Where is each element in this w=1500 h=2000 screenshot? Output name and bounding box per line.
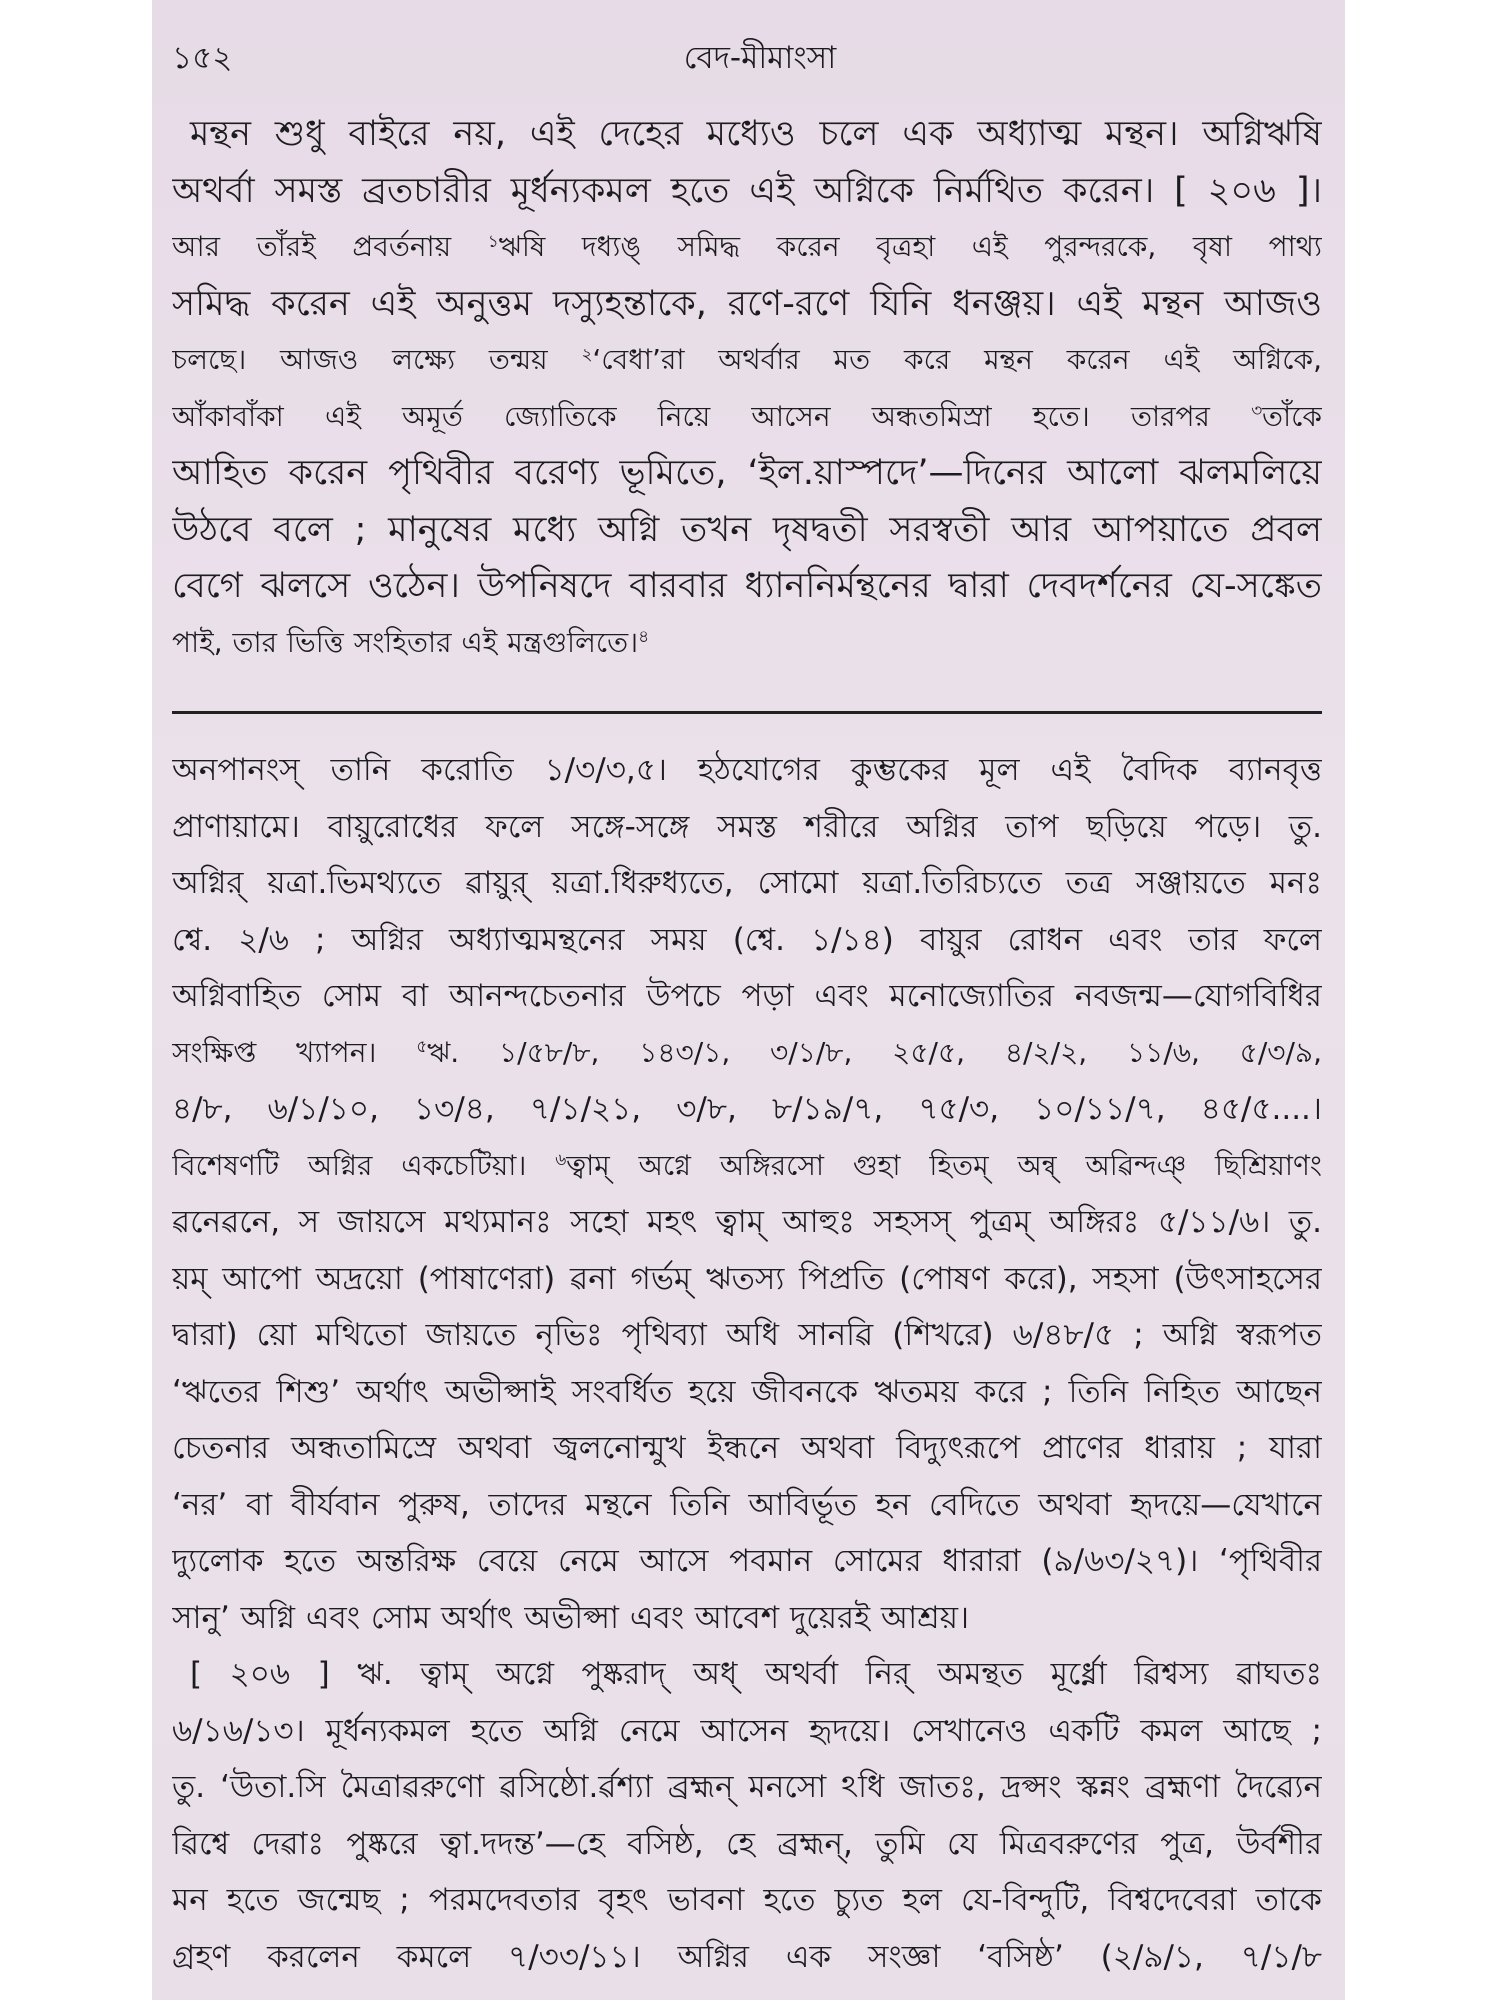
body-line	[172, 219, 1322, 276]
body-line-text: আঁকাবাঁকা এই অমূর্ত জ্যোতিকে নিয়ে আসেন অন্ধতমিস্রা হতে। তারপর	[172, 399, 1252, 433]
body-line	[172, 332, 1322, 389]
footnote-line: গ্রহণ করলেন কমলে ৭/৩৩/১১। অগ্নির এক সংজ্ঞা ‘বসিষ্ঠ’ (২/৯/১, ৭/১/৮	[172, 1938, 1322, 1975]
footnote-marker: ২	[581, 343, 593, 364]
footnote-marker: ৫	[416, 1036, 428, 1057]
footnote-line: তু. ‘উতা.সি মৈত্রাৱরুণো ৱসিষ্ঠো.র্ৱশ্যা ব্রহ্মন্ মনসো ঽধি জাতঃ, দ্রপ্সং স্কন্নং ব্রহ্মণা দৈৱ্যেন	[172, 1769, 1322, 1805]
footnote-marker: ৪	[638, 626, 650, 647]
body-text	[172, 106, 1322, 671]
footnote-line: য়ম্ আপো অদ্রয়ো (পাষাণেরা) ৱনা গর্ভম্ ঋতস্য পিপ্রতি (পোষণ করে), সহসা (উৎসাহসের	[172, 1260, 1322, 1297]
body-line-text: তাঁকে	[1262, 399, 1322, 433]
body-line: অথর্বা সমস্ত ব্রতচারীর মূর্ধন্যকমল হতে এই অগ্নিকে নির্মথিত করেন। [ ২০৬ ]।	[172, 170, 1322, 211]
body-line-text: ‘বেধা’রা অথর্বার মত করে মন্থন করেন এই অগ্নিকে,	[592, 343, 1322, 376]
footnote-line: [ ২০৬ ] ঋ. ত্বাম্ অগ্নে পুষ্করাদ্ অধ্ অথর্বা নির্ অমন্থত মূর্ধ্নো ৱিশ্বস্য ৱাঘতঃ	[190, 1656, 1322, 1692]
body-line: আহিত করেন পৃথিবীর বরেণ্য ভূমিতে, ‘ইল.য়াস্পদে’—দিনের আলো ঝলমলিয়ে	[172, 453, 1322, 493]
footnote-line	[172, 1138, 1322, 1195]
footnote-line: অগ্নিবাহিত সোম বা আনন্দচেতনার উপচে পড়া এবং মনোজ্যোতির নবজন্ম—যোগবিধির	[172, 978, 1322, 1014]
footnote-line: দ্যুলোক হতে অন্তরিক্ষ বেয়ে নেমে আসে পবমান সোমের ধারারা (৯/৬৩/২৭)। ‘পৃথিবীর	[172, 1543, 1322, 1579]
footnote-line: শ্বে. ২/৬ ; অগ্নির অধ্যাত্মমন্থনের সময় (শ্বে. ১/১৪) বায়ুর রোধন এবং তার ফলে	[172, 921, 1322, 958]
footnote-marker: ১	[487, 230, 499, 251]
footnote-line: চেতনার অন্ধতামিস্রে অথবা জ্বলনোন্মুখ ইন্ধনে অথবা বিদ্যুৎরূপে প্রাণের ধারায় ; যারা	[172, 1430, 1322, 1466]
footnote-line: ৱিশ্বে দেৱাঃ পুষ্করে ত্বা.দদন্ত’—হে বসিষ্ঠ, হে ব্রহ্মন্, তুমি যে মিত্রবরুণের পুত্র, উর্বশীর	[172, 1825, 1322, 1862]
body-line: বেগে ঝলসে ওঠেন। উপনিষদে বারবার ধ্যাননির্মন্থনের দ্বারা দেবদর্শনের যে-সঙ্কেত	[172, 566, 1322, 606]
footnote-line-text: ত্বাম্ অগ্নে অঙ্গিরসো গুহা হিতম্ অন্ব্ অৱিন্দঞ্ ছিশ্রিয়াণং	[566, 1148, 1322, 1182]
footnote-line: সানু’ অগ্নি এবং সোম অর্থাৎ অভীপ্সা এবং আবেশ দুয়েরই আশ্রয়।	[172, 1599, 970, 1636]
footnote-marker: ৩	[1251, 400, 1263, 421]
body-line	[172, 389, 1322, 446]
footnote-line: দ্বারা) য়ো মথিতো জায়তে নৃভিঃ পৃথিব্যা অধি সানৱি (শিখরে) ৬/৪৮/৫ ; অগ্নি স্বরূপত	[172, 1317, 1322, 1353]
footnote-line-text: ঋ. ১/৫৮/৮, ১৪৩/১, ৩/১/৮, ২৫/৫, ৪/২/২, ১১/৬, ৫/৩/৯,	[427, 1035, 1322, 1069]
footnote-line: ৪/৮, ৬/১/১০, ১৩/৪, ৭/১/২১, ৩/৮, ৮/১৯/৭, ৭৫/৩, ১০/১১/৭, ৪৫/৫....।	[172, 1091, 1322, 1127]
body-line-text: চলছে। আজও লক্ষ্যে তন্ময়	[172, 343, 582, 376]
footnote-line: ‘নর’ বা বীর্যবান পুরুষ, তাদের মন্থনে তিনি আবির্ভূত হন বেদিতে অথবা হৃদয়ে—যেখানে	[172, 1486, 1322, 1523]
body-line-text: পাই, তার ভিত্তি সংহিতার এই মন্ত্রগুলিতে।	[172, 625, 639, 659]
footnote-line: ৱনেৱনে, স জায়সে মথ্যমানঃ সহো মহৎ ত্বাম্ আহুঃ সহসস্ পুত্রম্ অঙ্গিরঃ ৫/১১/৬। তু.	[172, 1204, 1322, 1240]
body-line-text: ঋষি দধ্যঙ্ সমিদ্ধ করেন বৃত্রহা এই পুরন্দরকে, বৃষা পাথ্য	[498, 230, 1322, 263]
footnote-line: ৬/১৬/১৩। মূর্ধন্যকমল হতে অগ্নি নেমে আসেন হৃদয়ে। সেখানেও একটি কমল আছে ;	[172, 1712, 1322, 1749]
footnote-line-text: বিশেষণটি অগ্নির একচেটিয়া।	[172, 1148, 556, 1182]
body-line: উঠবে বলে ; মানুষের মধ্যে অগ্নি তখন দৃষদ্বতী সরস্বতী আর আপয়াতে প্রবল	[172, 509, 1322, 550]
footnote-line-text: সংক্ষিপ্ত খ্যাপন।	[172, 1035, 417, 1069]
body-line: সমিদ্ধ করেন এই অনুত্তম দস্যুহন্তাকে, রণে-রণে যিনি ধনঞ্জয়। এই মন্থন আজও	[172, 283, 1322, 324]
body-line-text: আর তাঁরই প্রবর্তনায়	[172, 230, 488, 263]
running-title: বেদ-মীমাংসা	[683, 40, 837, 76]
footnote-line: মন হতে জন্মেছ ; পরমদেবতার বৃহৎ ভাবনা হতে চ্যুত হল যে-বিন্দুটি, বিশ্বদেবেরা তাকে	[172, 1882, 1322, 1918]
footnote-line: অগ্নির্ য়ত্রা.ভিমথ্যতে ৱায়ুর্ য়ত্রা.ধিরুধ্যতে, সোমো য়ত্রা.তিরিচ্যতে তত্র সঞ্জায়তে মনঃ	[172, 865, 1322, 901]
footnote-marker: ৬	[555, 1149, 567, 1170]
footnote-line	[172, 1025, 1322, 1082]
footnote-line: প্রাণায়ামে। বায়ুরোধের ফলে সঙ্গে-সঙ্গে সমস্ত শরীরে অগ্নির তাপ ছড়িয়ে পড়ে। তু.	[172, 808, 1322, 845]
body-line	[172, 615, 1322, 672]
body-line: মন্থন শুধু বাইরে নয়, এই দেহের মধ্যেও চলে এক অধ্যাত্ম মন্থন। অগ্নিঋষি	[190, 114, 1322, 154]
footnotes	[172, 742, 1322, 1985]
page-number: ১৫২	[172, 40, 233, 76]
footnote-line: ‘ঋতের শিশু’ অর্থাৎ অভীপ্সাই সংবর্ধিত হয়ে জীবনকে ঋতময় করে ; তিনি নিহিত আছেন	[172, 1373, 1322, 1410]
footnote-rule	[172, 711, 1322, 714]
footnote-line: অনপানংস্ তানি করোতি ১/৩/৩,৫। হঠযোগের কুম্ভকের মূল এই বৈদিক ব্যানবৃত্ত	[172, 752, 1322, 788]
